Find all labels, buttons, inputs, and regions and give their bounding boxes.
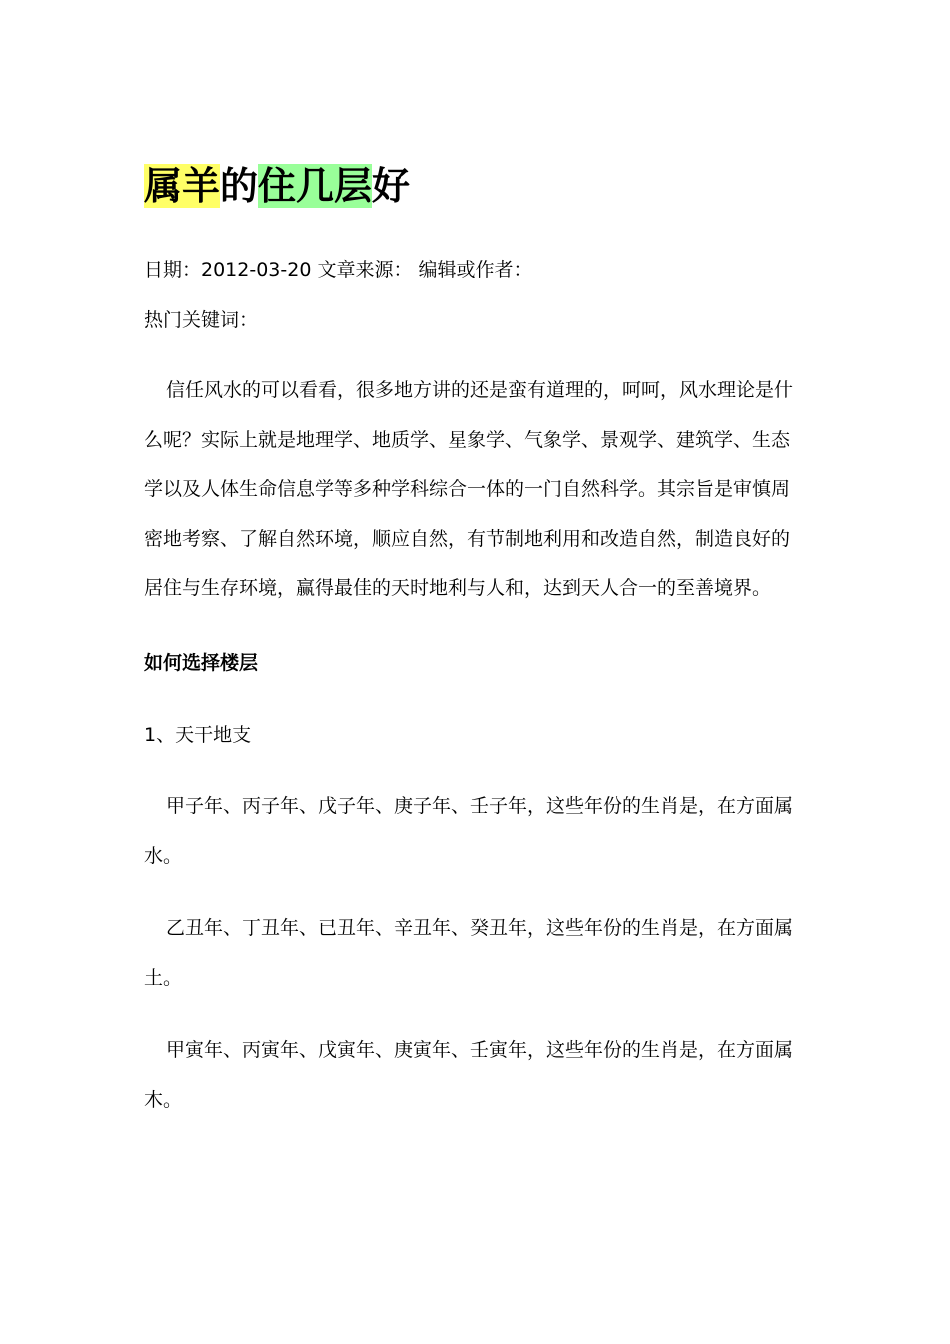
intro-paragraph (144, 366, 804, 614)
keywords-line: 热门关键词： (144, 309, 259, 331)
page-title (144, 160, 410, 212)
paragraph-water (144, 782, 804, 881)
paragraph-line: 么呢？实际上就是地理学、地质学、星象学、气象学、景观学、建筑学、生态 (144, 428, 791, 451)
paragraph-wood (144, 1026, 804, 1125)
paragraph-line: 甲寅年、丙寅年、戊寅年、庚寅年、壬寅年，这些年份的生肖是，在方面属 (166, 1039, 794, 1061)
paragraph-line: 乙丑年、丁丑年、已丑年、辛丑年、癸丑年，这些年份的生肖是，在方面属 (166, 917, 794, 939)
paragraph-earth (144, 904, 804, 1003)
section-heading: 如何选择楼层 (144, 652, 259, 674)
paragraph-line: 木。 (144, 1088, 183, 1111)
title-text: 的 (220, 164, 259, 208)
paragraph-line: 居住与生存环境，赢得最佳的天时地利与人和，达到天人合一的至善境界。 (144, 577, 772, 599)
title-highlight-green: 住几层 (258, 164, 373, 208)
subsection-heading: 1、天干地支 (144, 724, 252, 746)
paragraph-line: 甲子年、丙子年、戊子年、庚子年、壬子年，这些年份的生肖是，在方面属 (166, 795, 794, 817)
paragraph-line: 土。 (144, 966, 183, 989)
paragraph-line: 密地考察、了解自然环境，顺应自然，有节制地利用和改造自然，制造良好的 (144, 527, 791, 550)
paragraph-line: 水。 (144, 844, 183, 867)
meta-line: 日期：2012-03-20 文章来源： 编辑或作者： (144, 259, 533, 281)
title-highlight-yellow: 属羊 (144, 164, 221, 208)
paragraph-line: 学以及人体生命信息学等多种学科综合一体的一门自然科学。其宗旨是审慎周 (144, 478, 791, 500)
title-text-end: 好 (372, 164, 411, 208)
paragraph-line: 信任风水的可以看看，很多地方讲的还是蛮有道理的，呵呵，风水理论是什 (166, 379, 794, 401)
